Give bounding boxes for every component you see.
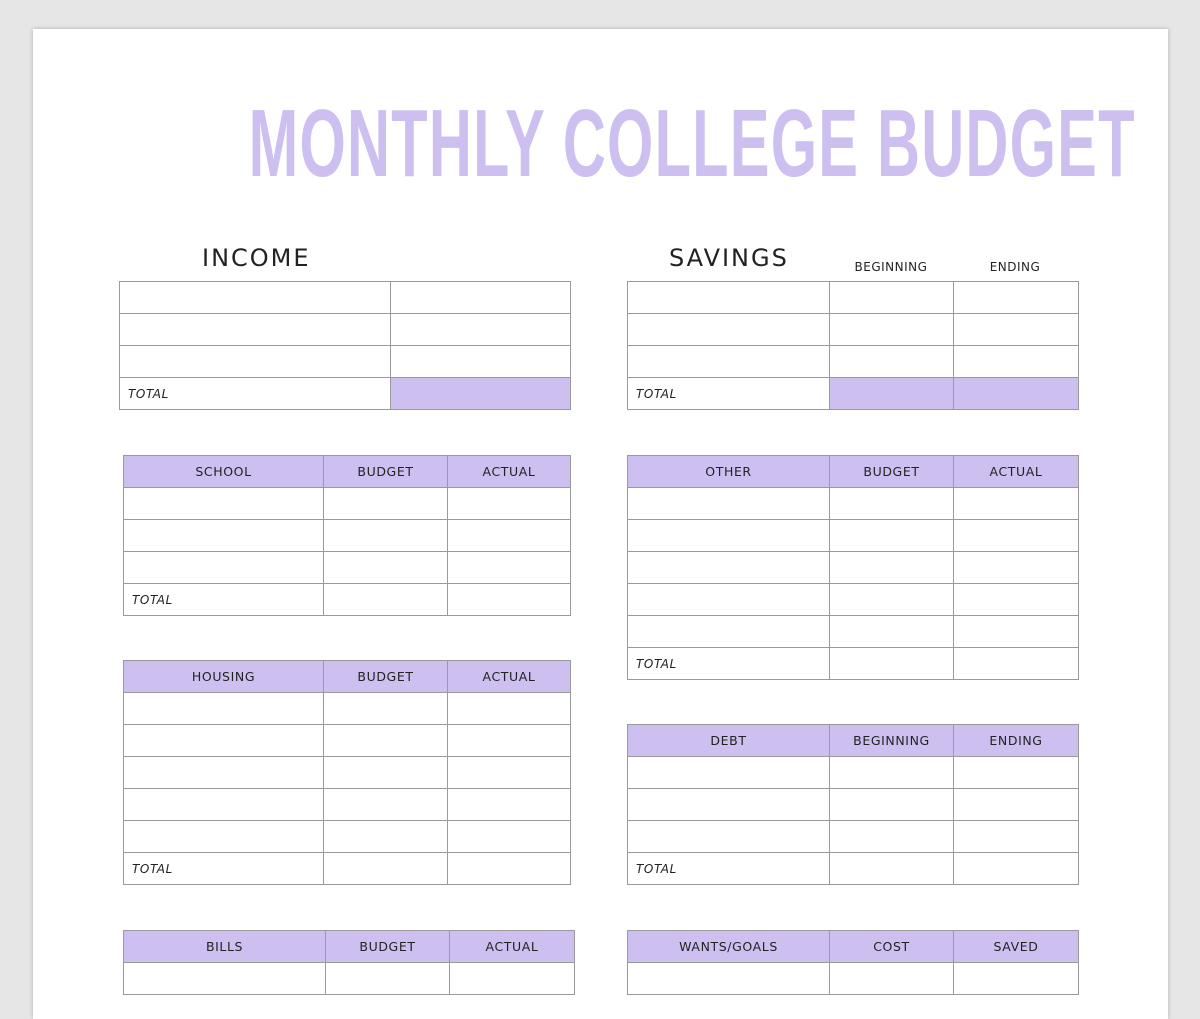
- wants-goals-header: WANTS/GOALS: [628, 931, 830, 963]
- income-amount-cell[interactable]: [391, 346, 571, 378]
- item-cell[interactable]: [124, 789, 324, 821]
- header-row: [124, 661, 571, 693]
- table-row: [628, 488, 1079, 520]
- table-row: [124, 821, 571, 853]
- table-row: [124, 552, 571, 584]
- table-row: [124, 520, 571, 552]
- savings-ending-cell[interactable]: [954, 346, 1079, 378]
- budget-header: BUDGET: [830, 456, 954, 488]
- savings-heading: SAVINGS: [669, 244, 789, 272]
- actual-cell[interactable]: [954, 552, 1079, 584]
- ending-cell[interactable]: [954, 821, 1079, 853]
- income-amount-cell[interactable]: [391, 282, 571, 314]
- saved-header: SAVED: [954, 931, 1079, 963]
- table-row: [628, 616, 1079, 648]
- budget-cell[interactable]: [324, 821, 448, 853]
- savings-beginning-cell[interactable]: [830, 282, 954, 314]
- item-cell[interactable]: [628, 789, 830, 821]
- ending-cell[interactable]: [954, 789, 1079, 821]
- header-row: [628, 456, 1079, 488]
- total-row: [628, 648, 1079, 680]
- actual-total-cell[interactable]: [954, 648, 1079, 680]
- table-row: [628, 520, 1079, 552]
- actual-cell[interactable]: [450, 963, 575, 995]
- saved-cell[interactable]: [954, 963, 1079, 995]
- table-row: [628, 346, 1079, 378]
- item-cell[interactable]: [628, 963, 830, 995]
- budget-total-cell[interactable]: [324, 584, 448, 616]
- total-row: [628, 378, 1079, 410]
- budget-cell[interactable]: [324, 757, 448, 789]
- item-cell[interactable]: [124, 725, 324, 757]
- budget-cell[interactable]: [830, 584, 954, 616]
- actual-cell[interactable]: [448, 757, 571, 789]
- header-row: [628, 725, 1079, 757]
- table-row: [628, 314, 1079, 346]
- actual-cell[interactable]: [448, 821, 571, 853]
- actual-header: ACTUAL: [448, 456, 571, 488]
- table-row: [628, 789, 1079, 821]
- debt-header: DEBT: [628, 725, 830, 757]
- actual-cell[interactable]: [954, 584, 1079, 616]
- budget-header: BUDGET: [324, 661, 448, 693]
- table-row: [120, 314, 571, 346]
- other-table: [627, 455, 1079, 680]
- housing-header: HOUSING: [124, 661, 324, 693]
- wants-goals-table: [627, 930, 1079, 995]
- total-row: [628, 853, 1079, 885]
- budget-cell[interactable]: [326, 963, 450, 995]
- total-label: TOTAL: [628, 378, 830, 410]
- total-label: TOTAL: [120, 378, 391, 410]
- savings-table: [627, 281, 1079, 410]
- income-total-cell[interactable]: [391, 378, 571, 410]
- total-label: TOTAL: [628, 853, 830, 885]
- item-cell[interactable]: [124, 821, 324, 853]
- school-header: SCHOOL: [124, 456, 324, 488]
- budget-cell[interactable]: [830, 488, 954, 520]
- total-label: TOTAL: [124, 853, 324, 885]
- total-row: [124, 584, 571, 616]
- item-cell[interactable]: [628, 552, 830, 584]
- beginning-cell[interactable]: [830, 821, 954, 853]
- savings-beginning-label: BEGINNING: [854, 260, 928, 274]
- table-row: [124, 789, 571, 821]
- savings-name-cell[interactable]: [628, 282, 830, 314]
- table-row: [120, 282, 571, 314]
- item-cell[interactable]: [628, 488, 830, 520]
- actual-header: ACTUAL: [448, 661, 571, 693]
- actual-cell[interactable]: [448, 693, 571, 725]
- actual-total-cell[interactable]: [448, 584, 571, 616]
- budget-header: BUDGET: [326, 931, 450, 963]
- actual-cell[interactable]: [954, 520, 1079, 552]
- beginning-cell[interactable]: [830, 757, 954, 789]
- budget-cell[interactable]: [324, 725, 448, 757]
- budget-total-cell[interactable]: [324, 853, 448, 885]
- table-row: [120, 346, 571, 378]
- table-row: [628, 282, 1079, 314]
- header-row: [124, 456, 571, 488]
- total-label: TOTAL: [124, 584, 324, 616]
- table-row: [124, 963, 575, 995]
- actual-header: ACTUAL: [450, 931, 575, 963]
- actual-header: ACTUAL: [954, 456, 1079, 488]
- budget-cell[interactable]: [324, 552, 448, 584]
- income-source-cell[interactable]: [120, 282, 391, 314]
- budget-cell[interactable]: [830, 520, 954, 552]
- actual-cell[interactable]: [954, 616, 1079, 648]
- budget-cell[interactable]: [324, 693, 448, 725]
- savings-ending-cell[interactable]: [954, 282, 1079, 314]
- table-row: [124, 488, 571, 520]
- actual-cell[interactable]: [448, 520, 571, 552]
- savings-beginning-cell[interactable]: [830, 314, 954, 346]
- budget-cell[interactable]: [830, 616, 954, 648]
- budget-cell[interactable]: [324, 789, 448, 821]
- ending-total-cell[interactable]: [954, 853, 1079, 885]
- table-row: [124, 693, 571, 725]
- item-cell[interactable]: [628, 821, 830, 853]
- budget-cell[interactable]: [324, 488, 448, 520]
- savings-ending-label: ENDING: [989, 260, 1041, 274]
- income-table: [119, 281, 571, 410]
- table-row: [628, 552, 1079, 584]
- item-cell[interactable]: [628, 584, 830, 616]
- item-cell[interactable]: [124, 963, 326, 995]
- bills-header: BILLS: [124, 931, 326, 963]
- item-cell[interactable]: [628, 757, 830, 789]
- ending-cell[interactable]: [954, 757, 1079, 789]
- debt-table: [627, 724, 1079, 885]
- actual-cell[interactable]: [448, 488, 571, 520]
- table-row: [628, 757, 1079, 789]
- savings-beginning-cell[interactable]: [830, 346, 954, 378]
- item-cell[interactable]: [124, 520, 324, 552]
- item-cell[interactable]: [628, 616, 830, 648]
- header-row: [124, 931, 575, 963]
- actual-cell[interactable]: [448, 552, 571, 584]
- item-cell[interactable]: [124, 488, 324, 520]
- savings-name-cell[interactable]: [628, 346, 830, 378]
- budget-cell[interactable]: [324, 520, 448, 552]
- beginning-cell[interactable]: [830, 789, 954, 821]
- housing-table: [123, 660, 571, 885]
- total-row: [120, 378, 571, 410]
- income-amount-cell[interactable]: [391, 314, 571, 346]
- table-row: [628, 821, 1079, 853]
- table-row: [124, 757, 571, 789]
- item-cell[interactable]: [628, 520, 830, 552]
- actual-cell[interactable]: [448, 789, 571, 821]
- total-row: [124, 853, 571, 885]
- table-row: [124, 725, 571, 757]
- savings-ending-total[interactable]: [954, 378, 1079, 410]
- income-source-cell[interactable]: [120, 346, 391, 378]
- beginning-total-cell[interactable]: [830, 853, 954, 885]
- total-label: TOTAL: [628, 648, 830, 680]
- actual-total-cell[interactable]: [448, 853, 571, 885]
- school-table: [123, 455, 571, 616]
- savings-name-cell[interactable]: [628, 314, 830, 346]
- actual-cell[interactable]: [954, 488, 1079, 520]
- bills-table: [123, 930, 575, 995]
- budget-total-cell[interactable]: [830, 648, 954, 680]
- table-row: [628, 963, 1079, 995]
- income-heading: INCOME: [202, 244, 311, 272]
- item-cell[interactable]: [124, 693, 324, 725]
- budget-header: BUDGET: [324, 456, 448, 488]
- savings-beginning-total[interactable]: [830, 378, 954, 410]
- ending-header: ENDING: [954, 725, 1079, 757]
- actual-cell[interactable]: [448, 725, 571, 757]
- item-cell[interactable]: [124, 757, 324, 789]
- page-title: MONTHLY COLLEGE BUDGET: [248, 90, 1136, 197]
- savings-ending-cell[interactable]: [954, 314, 1079, 346]
- cost-cell[interactable]: [830, 963, 954, 995]
- item-cell[interactable]: [124, 552, 324, 584]
- table-row: [628, 584, 1079, 616]
- beginning-header: BEGINNING: [830, 725, 954, 757]
- income-source-cell[interactable]: [120, 314, 391, 346]
- header-row: [628, 931, 1079, 963]
- other-header: OTHER: [628, 456, 830, 488]
- cost-header: COST: [830, 931, 954, 963]
- budget-cell[interactable]: [830, 552, 954, 584]
